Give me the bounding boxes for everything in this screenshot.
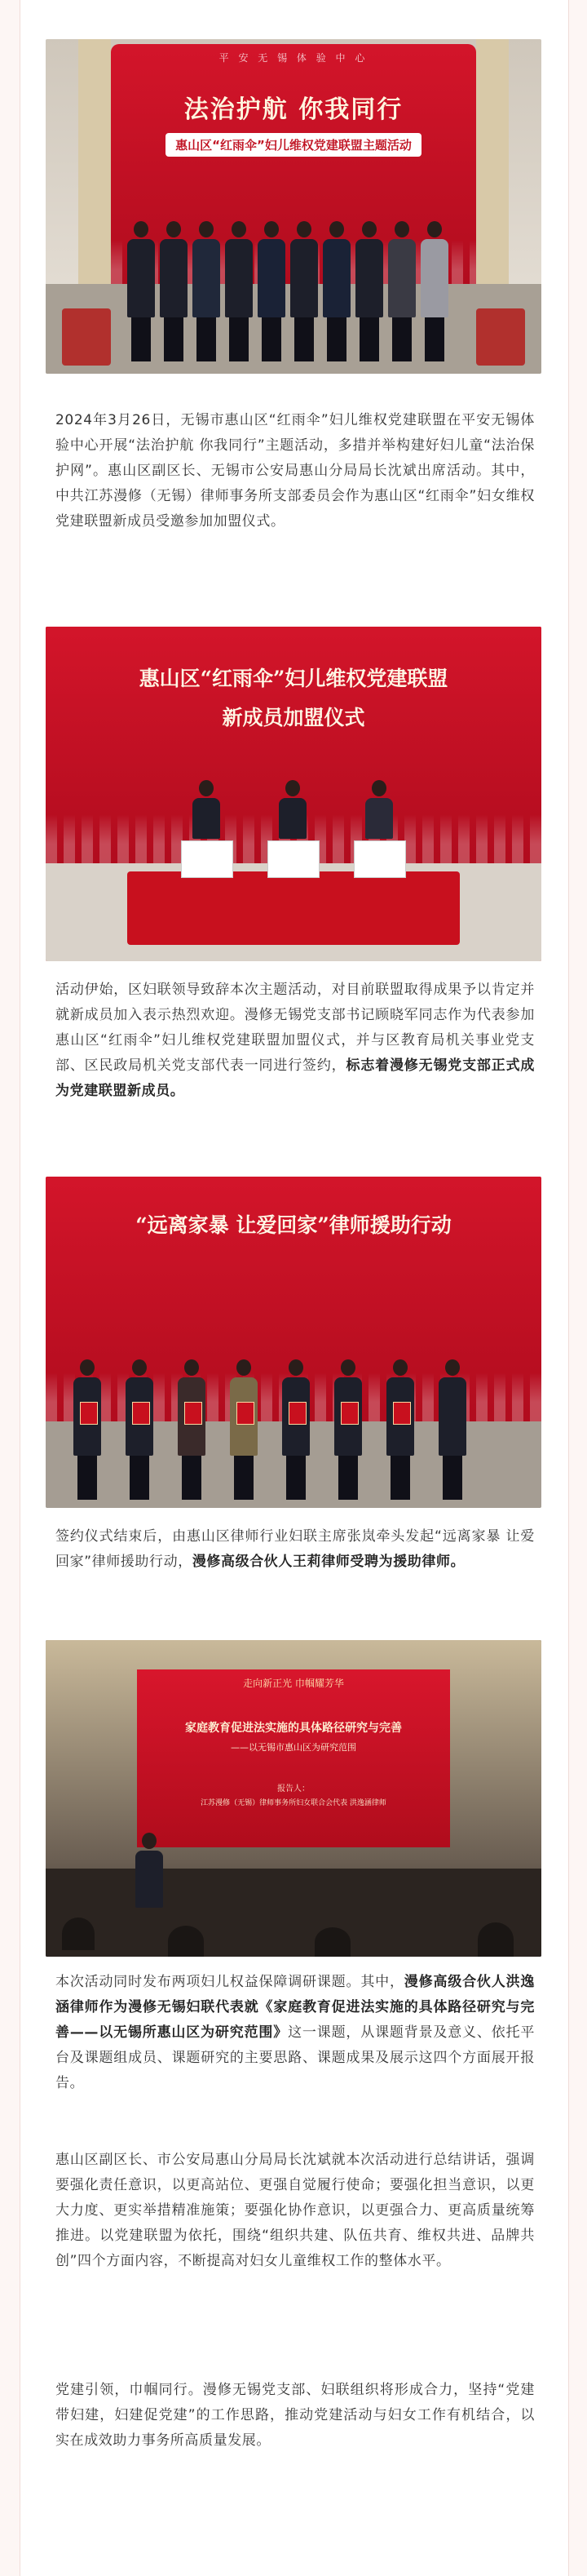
report-text-after: 这一课题，从课题背景及意义、依托平台及课题组成员、课题研究的主要思路、课题成果及展示这四个方面展开报告。 bbox=[55, 2024, 535, 2091]
intro-paragraph bbox=[55, 408, 535, 534]
report-reporter-label: 报告人： bbox=[277, 1785, 310, 1793]
group-people bbox=[127, 211, 470, 361]
signing-text: 活动伊始，区妇联领导致辞本次主题活动，对目前联盟取得成果予以肯定并就新成员加入表示热烈欢迎。漫修无锡党支部书记顾晓军同志作为代表参加惠山区“红雨伞”妇儿维权党建联盟加盟仪式，并与区教育局机关事业党支部、区民政局机关党支部代表一同进行签约， bbox=[55, 982, 535, 1074]
summary-paragraph bbox=[55, 2148, 535, 2274]
closing-paragraph bbox=[55, 2378, 535, 2454]
signing-paragraph bbox=[55, 978, 535, 1104]
closing-text: 党建引领，巾帼同行。漫修无锡党支部、妇联组织将形成合力，坚持“党建带妇建，妇建促党建”的工作思路，推动党建活动与妇女工作有机结合，以实在成效助力事务所高质量发展。 bbox=[55, 2382, 535, 2449]
report-paragraph bbox=[55, 1970, 535, 2096]
report-title-line2: ——以无锡市惠山区为研究范围 bbox=[231, 1742, 356, 1753]
event-group-photo bbox=[46, 39, 541, 374]
report-screen bbox=[137, 1669, 450, 1847]
report-highlight: 漫修高级合伙人洪逸涵律师作为漫修无锡妇联代表就《家庭教育促进法实施的具体路径研究与完善——以无锡所惠山区为研究范围》 bbox=[55, 1974, 535, 2041]
banner-title: 法治护航 你我同行 bbox=[183, 95, 404, 124]
report-reporter-name: 江苏漫修（无锡）律师事务所妇女联合会代表 洪逸涵律师 bbox=[201, 1799, 386, 1807]
banner-subtitle: 惠山区“红雨伞”妇儿维权党建联盟主题活动 bbox=[166, 133, 421, 157]
signing-table bbox=[127, 871, 460, 945]
intro-text: 2024年3月26日，无锡市惠山区“红雨伞”妇儿维权党建联盟在平安无锡体验中心开展“法治护航 你我同行”主题活动，多措并举构建好妇儿童“法治保护网”。惠山区副区长、无锡市公安局惠山分局局长沈斌出席活动。其中，中共江苏漫修（无锡）律师事务所支部委员会作为惠山区“红雨伞”妇女维权党建联盟新成员受邀参加加盟仪式。 bbox=[55, 412, 535, 530]
lawyer-group bbox=[73, 1337, 514, 1500]
signing-ceremony-photo bbox=[46, 627, 541, 961]
research-report-photo bbox=[46, 1640, 541, 1957]
lawyer-assistance-photo bbox=[46, 1177, 541, 1508]
report-text: 本次活动同时发布两项妇儿权益保障调研课题。其中， bbox=[55, 1974, 404, 1990]
assistance-paragraph bbox=[55, 1524, 535, 1575]
signing-highlight: 标志着漫修无锡党支部正式成为党建联盟新成员。 bbox=[55, 1057, 535, 1099]
summary-text: 惠山区副区长、市公安局惠山分局局长沈斌就本次活动进行总结讲话，强调要强化责任意识，以更高站位、更强自觉履行使命；要强化担当意识，以更大力度、更实举措精准施策；要强化协作意识，以更强合力、更高质量统筹推进。以党建联盟为依托，围绕“组织共建、队伍共育、维权共进、品牌共创”四个方面内容，不断提高对妇女儿童维权工作的整体水平。 bbox=[55, 2152, 535, 2269]
ceremony-title-line1: 惠山区“红雨伞”妇儿维权党建联盟 bbox=[139, 667, 448, 690]
banner-top-text: 平 安 无 锡 体 验 中 心 bbox=[218, 52, 369, 64]
assistance-highlight: 漫修高级合伙人王莉律师受聘为援助律师。 bbox=[192, 1554, 466, 1570]
report-title-line1: 家庭教育促进法实施的具体路径研究与完善 bbox=[185, 1722, 402, 1735]
assistance-title: “远离家暴 让爱回家”律师援助行动 bbox=[135, 1213, 452, 1237]
report-slogan: 走向新正光 巾帼耀芳华 bbox=[243, 1678, 344, 1689]
ceremony-title-line2: 新成员加盟仪式 bbox=[222, 706, 365, 729]
assistance-text: 签约仪式结束后，由惠山区律师行业妇联主席张岚牵头发起“远离家暴 让爱回家”律师援助行动， bbox=[55, 1528, 535, 1570]
